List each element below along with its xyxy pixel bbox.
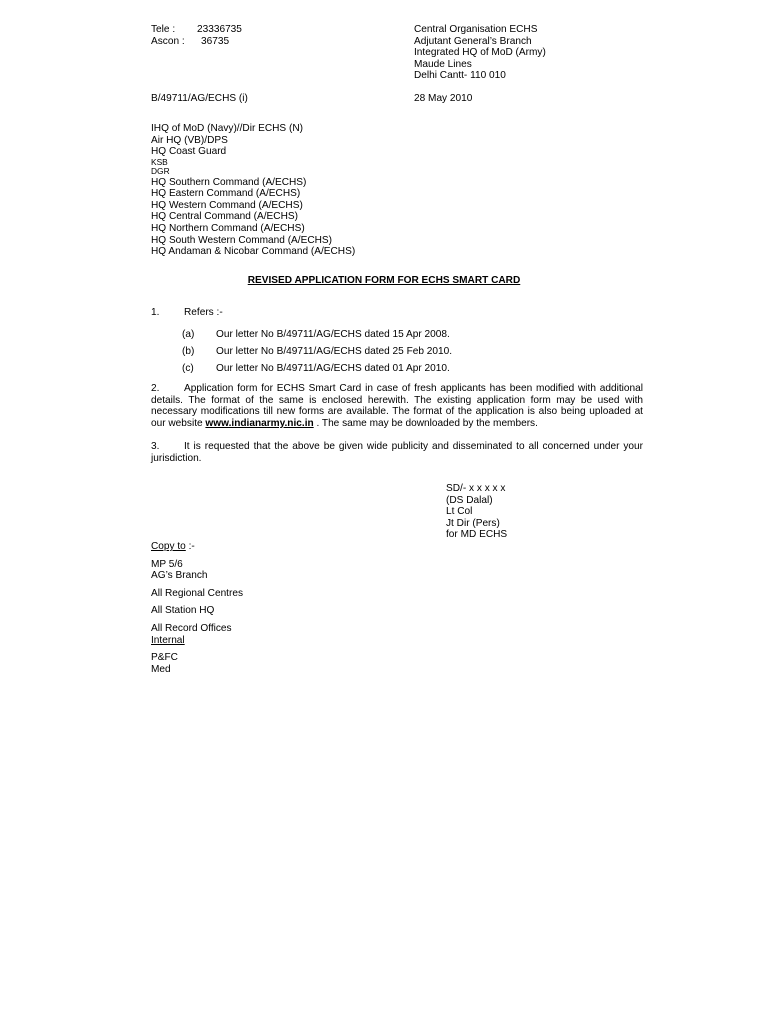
copy-to-label: Copy to — [151, 541, 186, 552]
para-number: 1. — [151, 307, 160, 318]
para-text: Refers :- — [184, 307, 223, 318]
tele-value: 23336735 — [197, 24, 242, 35]
para-1 — [151, 307, 223, 319]
addressee: Air HQ (VB)/DPS — [151, 134, 228, 146]
org-address — [414, 24, 546, 82]
item-text: Our letter No B/49711/AG/ECHS dated 01 Apr 2010. — [216, 363, 450, 374]
para-number: 2. — [151, 383, 160, 394]
addressee: DGR — [151, 166, 170, 177]
item-label: (a) — [182, 329, 195, 340]
ascon-label: Ascon : — [151, 35, 185, 47]
org-line: Adjutant General’s Branch — [414, 35, 532, 47]
website-link[interactable]: www.indianarmy.nic.in — [205, 417, 314, 429]
org-line: Maude Lines — [414, 58, 472, 70]
copy-recipient: Med — [151, 663, 171, 675]
reference-item — [182, 363, 450, 375]
para-3 — [151, 441, 643, 464]
reference-number: B/49711/AG/ECHS (i) — [151, 93, 248, 104]
addressee: HQ Central Command (A/ECHS) — [151, 211, 298, 223]
signatory-rank: Lt Col — [446, 506, 473, 518]
signatory-for: for MD ECHS — [446, 529, 508, 541]
item-text: Our letter No B/49711/AG/ECHS dated 25 Feb 2010. — [216, 346, 453, 357]
addressee: HQ Andaman & Nicobar Command (A/ECHS) — [151, 246, 356, 258]
item-label: (b) — [182, 346, 195, 357]
addressee: HQ Northern Command (A/ECHS) — [151, 222, 305, 234]
copy-to-heading — [151, 541, 243, 553]
reference-item — [182, 329, 450, 341]
tele-label: Tele : — [151, 24, 176, 35]
copy-recipient: P&FC — [151, 652, 178, 664]
para-text: Application form for ECHS Smart Card in case of fresh applicants has been modified with additional details. The format of the same is enclosed herewith. The existing application form may be used with necessary modifications till new forms are available. The format of the application is also being uploaded at our website — [151, 383, 643, 429]
copy-recipient: All Station HQ — [151, 605, 215, 617]
org-line: Integrated HQ of MoD (Army) — [414, 47, 546, 59]
para-number: 3. — [151, 441, 160, 452]
ascon-value: 36735 — [201, 35, 230, 47]
subject-heading: REVISED APPLICATION FORM FOR ECHS SMART CARD — [247, 275, 521, 286]
signatory-name: (DS Dalal) — [446, 494, 493, 506]
copy-to-block — [151, 541, 243, 675]
addressee: HQ South Western Command (A/ECHS) — [151, 234, 332, 246]
tele-line — [151, 24, 242, 36]
copy-recipient: MP 5/6 — [151, 558, 183, 570]
reference-item — [182, 346, 452, 358]
contact-block — [151, 24, 242, 47]
item-text: Our letter No B/49711/AG/ECHS dated 15 Apr 2008. — [216, 329, 450, 340]
copy-recipient: AG’s Branch — [151, 570, 208, 582]
addressee: HQ Coast Guard — [151, 146, 227, 158]
para-text: It is requested that the above be given wide publicity and disseminated to all concerned under your jurisdiction. — [151, 441, 643, 464]
signatory-appointment: Jt Dir (Pers) — [446, 517, 500, 529]
letter-date: 28 May 2010 — [414, 93, 473, 104]
copy-to-suffix: :- — [185, 541, 195, 552]
copy-recipient: All Record Offices — [151, 622, 232, 634]
addressee: HQ Western Command (A/ECHS) — [151, 199, 303, 211]
para-text-end: . The same may be downloaded by the members. — [313, 417, 538, 429]
item-label: (c) — [182, 363, 194, 374]
copy-recipient: All Regional Centres — [151, 587, 244, 599]
addressee: HQ Southern Command (A/ECHS) — [151, 176, 307, 188]
para-2 — [151, 383, 643, 429]
addressee: IHQ of MoD (Navy)//Dir ECHS (N) — [151, 123, 303, 134]
org-line: Delhi Cantt- 110 010 — [414, 70, 506, 82]
org-line: Central Organisation ECHS — [414, 24, 538, 35]
ascon-line — [151, 36, 242, 48]
signature-sd: SD/- x x x x x — [446, 483, 506, 494]
addressee: HQ Eastern Command (A/ECHS) — [151, 188, 301, 200]
addressee: KSB — [151, 156, 168, 167]
internal-heading: Internal — [151, 634, 185, 646]
signature-block — [446, 483, 507, 541]
addressee-list — [151, 123, 355, 258]
